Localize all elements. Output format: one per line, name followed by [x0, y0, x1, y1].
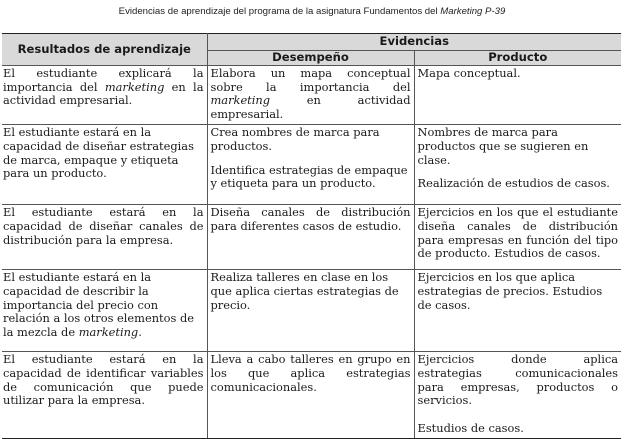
table-row	[2, 270, 621, 352]
table-row	[2, 352, 621, 439]
cell-resultado: El estudiante estará en la capacidad de identificar variables de comunicación que puede utilizar para la empresa.	[2, 352, 207, 439]
header-producto: Producto	[414, 51, 621, 66]
table-header	[2, 34, 621, 66]
header-evidencias: Evidencias	[207, 34, 621, 51]
caption-italic: Marketing P-39	[440, 6, 506, 17]
table-row	[2, 205, 621, 270]
cell-resultado: El estudiante estará en la capacidad de describir la importancia del precio con relación a los otros elementos de la mezcla de marketing.	[2, 270, 207, 352]
learning-evidence-table	[2, 33, 621, 439]
cell-producto	[414, 125, 621, 205]
producto-line: Estudios de casos.	[417, 420, 524, 435]
producto-line: Nombres de marca para productos que se sugieren en clase.	[417, 125, 589, 167]
table-body	[2, 66, 621, 439]
cell-producto: Mapa conceptual.	[414, 66, 621, 125]
desempeno-line: Crea nombres de marca para productos.	[210, 125, 380, 153]
cell-desempeno: Elabora un mapa conceptual sobre la importancia del marketing en actividad empresarial.	[207, 66, 414, 125]
cell-desempeno: Diseña canales de distribución para diferentes casos de estudio.	[207, 205, 414, 270]
producto-line: Ejercicios donde aplica estrategias comunicacionales para empresas, productos o servicios.	[417, 352, 619, 408]
cell-desempeno	[207, 125, 414, 205]
cell-desempeno: Realiza talleres en clase en los que aplica ciertas estrategias de precio.	[207, 270, 414, 352]
cell-resultado: El estudiante explicará la importancia del marketing en la actividad empresarial.	[2, 66, 207, 125]
table-caption	[0, 6, 624, 17]
table-row	[2, 125, 621, 205]
cell-desempeno: Lleva a cabo talleres en grupo en los que aplica estrategias comunicacionales.	[207, 352, 414, 439]
cell-resultado: El estudiante estará en la capacidad de diseñar canales de distribución para la empresa.	[2, 205, 207, 270]
table-row	[2, 66, 621, 125]
cell-producto: Ejercicios en los que el estudiante diseña canales de distribución para empresas en función del tipo de producto. Estudios de casos.	[414, 205, 621, 270]
cell-resultado: El estudiante estará en la capacidad de diseñar estrategias de marca, empaque y etiqueta para un producto.	[2, 125, 207, 205]
header-desempeno: Desempeño	[207, 51, 414, 66]
caption-text: Evidencias de aprendizaje del programa de la asignatura Fundamentos del	[118, 6, 441, 17]
header-resultados: Resultados de aprendizaje	[2, 34, 207, 66]
producto-line: Realización de estudios de casos.	[417, 176, 610, 191]
cell-producto: Ejercicios en los que aplica estrategias de precios. Estudios de casos.	[414, 270, 621, 352]
cell-producto	[414, 352, 621, 439]
desempeno-line: Identifica estrategias de empaque y etiqueta para un producto.	[210, 162, 408, 191]
